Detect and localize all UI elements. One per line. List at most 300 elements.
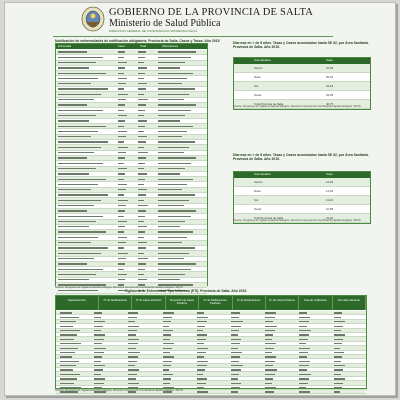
ministry-name: Ministerio de Salud Pública: [109, 18, 221, 29]
illegible-text: [265, 387, 275, 388]
illegible-text: [94, 339, 103, 340]
col-header: N° de Notificaciones: [99, 296, 132, 310]
illegible-text: [231, 348, 238, 349]
table-row: [234, 73, 370, 82]
illegible-text: [265, 352, 272, 353]
illegible-text: [128, 312, 138, 313]
illegible-text: [58, 104, 87, 105]
illegible-text: [163, 334, 172, 335]
row-value: 14,40: [326, 189, 333, 193]
row-label: Total Provincia de Salta: [254, 102, 284, 106]
illegible-text: [334, 321, 345, 322]
illegible-text: [138, 253, 144, 254]
table1-title: Notificación de enfermedades de notificación obligatoria. Provincia de Salta. Casos y Tasas. Año 2015: [55, 39, 220, 43]
illegible-text: [334, 334, 346, 335]
illegible-text: [58, 274, 96, 275]
illegible-text: [158, 237, 187, 238]
illegible-text: [118, 83, 126, 84]
illegible-text: [299, 365, 308, 366]
provincial-seal-icon: [81, 6, 105, 32]
illegible-text: [197, 343, 204, 344]
illegible-text: [299, 312, 306, 313]
illegible-text: [94, 383, 103, 384]
illegible-text: [138, 184, 144, 185]
illegible-text: [299, 387, 306, 388]
illegible-text: [58, 120, 89, 121]
illegible-text: [197, 352, 206, 353]
box1-source: Fuente: Programa de Vigilancia Epidemiológica. Dirección General de Coordinación Epidemiológica. SNVS.: [233, 105, 362, 108]
row-label: Sur: [254, 84, 259, 88]
illegible-text: [58, 83, 91, 84]
illegible-text: [118, 263, 125, 264]
illegible-text: [158, 216, 191, 217]
illegible-text: [138, 173, 147, 174]
illegible-text: [138, 120, 147, 121]
illegible-text: [118, 73, 124, 74]
illegible-text: [231, 378, 238, 379]
col-header: N° de Notificaciones Positivas: [199, 296, 232, 310]
illegible-text: [138, 88, 146, 89]
illegible-text: [138, 279, 147, 280]
illegible-text: [334, 326, 343, 327]
illegible-text: [58, 73, 106, 74]
illegible-text: [138, 163, 145, 164]
illegible-text: [163, 356, 175, 357]
illegible-text: [118, 269, 124, 270]
illegible-text: [128, 334, 135, 335]
illegible-text: [118, 231, 124, 232]
illegible-text: [58, 157, 87, 158]
illegible-text: [231, 369, 241, 370]
illegible-text: [118, 131, 127, 132]
illegible-text: [197, 361, 209, 362]
illegible-text: [58, 126, 106, 127]
illegible-text: [163, 312, 175, 313]
illegible-text: [197, 321, 207, 322]
illegible-text: [231, 339, 241, 340]
illegible-text: [158, 94, 189, 95]
illegible-text: [197, 330, 204, 331]
illegible-text: [163, 330, 173, 331]
illegible-text: [118, 200, 128, 201]
illegible-text: [138, 258, 148, 259]
illegible-text: [118, 126, 124, 127]
table-row: [234, 205, 370, 214]
row-label: Oeste: [254, 93, 262, 97]
illegible-text: [58, 173, 89, 174]
illegible-text: [60, 321, 76, 322]
illegible-text: [128, 369, 138, 370]
illegible-text: [128, 321, 135, 322]
illegible-text: [138, 189, 147, 190]
illegible-text: [163, 361, 173, 362]
illegible-text: [299, 391, 309, 392]
illegible-text: [58, 78, 98, 79]
illegible-text: [138, 200, 144, 201]
row-value: 21,20: [326, 216, 333, 220]
illegible-text: [58, 184, 98, 185]
illegible-text: [158, 263, 196, 264]
illegible-text: [118, 62, 127, 63]
illegible-text: [163, 374, 173, 375]
illegible-text: [158, 269, 191, 270]
col-header: Tasas: [326, 173, 333, 176]
illegible-text: [138, 99, 148, 100]
illegible-text: [334, 387, 342, 388]
illegible-text: [299, 334, 309, 335]
illegible-text: [158, 147, 189, 148]
government-name: GOBIERNO DE LA PROVINCIA DE SALTA: [109, 7, 314, 18]
illegible-text: [158, 258, 184, 259]
illegible-text: [231, 343, 240, 344]
illegible-text: [118, 253, 128, 254]
illegible-text: [94, 356, 102, 357]
illegible-text: [118, 279, 125, 280]
row-value: 44,43: [326, 84, 333, 88]
illegible-text: [158, 88, 195, 89]
illegible-text: [118, 120, 125, 121]
illegible-text: [118, 99, 126, 100]
illegible-text: [334, 339, 344, 340]
row-label: Norte: [254, 75, 261, 79]
row-value: 12,93: [326, 180, 333, 184]
table-row: [234, 196, 370, 205]
illegible-text: [118, 78, 127, 79]
illegible-text: [94, 365, 104, 366]
illegible-text: [128, 348, 136, 349]
illegible-text: [94, 369, 103, 370]
illegible-text: [118, 242, 126, 243]
illegible-text: [58, 269, 103, 270]
illegible-text: [138, 179, 145, 180]
illegible-text: [299, 326, 307, 327]
illegible-text: [158, 57, 191, 58]
illegible-text: [158, 179, 193, 180]
illegible-text: [138, 194, 146, 195]
illegible-text: [231, 317, 239, 318]
illegible-text: [265, 339, 272, 340]
illegible-text: [118, 258, 126, 259]
illegible-text: [58, 147, 101, 148]
illegible-text: [138, 237, 144, 238]
illegible-text: [231, 356, 240, 357]
illegible-text: [334, 361, 341, 362]
illegible-text: [58, 210, 87, 211]
illegible-text: [128, 383, 139, 384]
illegible-text: [265, 361, 274, 362]
bulletin-page: [4, 2, 396, 396]
illegible-text: [94, 378, 105, 379]
illegible-text: [138, 221, 144, 222]
col-header: Observaciones: [162, 45, 178, 48]
illegible-text: [265, 356, 276, 357]
illegible-text: [138, 73, 145, 74]
illegible-text: [118, 136, 126, 137]
illegible-text: [158, 99, 184, 100]
illegible-text: [231, 334, 238, 335]
box2-title: Diarreas en > de 5 años. Tasas y Casos acumulados hasta SE 52, por Área Sanitaria. Provincia de Salta. Año 2015.: [233, 153, 369, 161]
illegible-text: [138, 110, 145, 111]
illegible-text: [265, 378, 273, 379]
illegible-text: [58, 253, 101, 254]
illegible-text: [58, 221, 96, 222]
illegible-text: [60, 312, 72, 313]
illegible-text: [60, 317, 79, 318]
illegible-text: [58, 231, 106, 232]
illegible-text: [158, 78, 187, 79]
illegible-text: [60, 343, 81, 344]
illegible-text: [197, 365, 207, 366]
illegible-text: [299, 369, 307, 370]
illegible-text: [128, 365, 135, 366]
illegible-text: [118, 51, 125, 52]
illegible-text: [158, 247, 195, 248]
row-label: Total Provincia de Salta: [254, 216, 284, 220]
illegible-text: [118, 247, 124, 248]
col-header: Tasas: [326, 59, 333, 62]
col-header: N° de Notificaciones: [233, 296, 266, 310]
illegible-text: [163, 352, 171, 353]
illegible-text: [163, 339, 170, 340]
illegible-text: [158, 136, 182, 137]
illegible-text: [138, 67, 147, 68]
influenza-surveillance-table: [55, 295, 367, 389]
col-header: N° de Casos Positivos: [132, 296, 165, 310]
illegible-text: [60, 356, 72, 357]
illegible-text: [60, 326, 73, 327]
illegible-text: [60, 339, 74, 340]
illegible-text: [58, 88, 108, 89]
illegible-text: [138, 62, 144, 63]
illegible-text: [158, 104, 196, 105]
row-value: 49,05: [326, 93, 333, 97]
col-header: Proporción de Casos Positivos: [166, 296, 199, 310]
illegible-text: [265, 330, 275, 331]
illegible-text: [299, 378, 309, 379]
illegible-text: [265, 369, 277, 370]
illegible-text: [158, 157, 196, 158]
table-row: [234, 187, 370, 196]
illegible-text: [118, 274, 127, 275]
illegible-text: [118, 88, 124, 89]
illegible-text: [138, 247, 146, 248]
illegible-text: [158, 126, 193, 127]
illegible-text: [138, 210, 146, 211]
illegible-text: [94, 348, 106, 349]
illegible-text: [231, 365, 243, 366]
illegible-text: [58, 205, 94, 206]
row-label: Norte: [254, 189, 261, 193]
illegible-text: [58, 110, 103, 111]
illegible-text: [158, 242, 182, 243]
table-row: [234, 178, 370, 187]
illegible-text: [163, 383, 170, 384]
illegible-text: [118, 194, 124, 195]
illegible-text: [138, 168, 144, 169]
illegible-text: [58, 94, 101, 95]
illegible-text: [265, 383, 272, 384]
illegible-text: [58, 258, 94, 259]
illegible-text: [265, 343, 275, 344]
illegible-text: [138, 78, 144, 79]
illegible-text: [231, 312, 240, 313]
illegible-text: [197, 312, 205, 313]
col-header: Casos: [118, 45, 125, 48]
row-label: Centro: [254, 66, 263, 70]
illegible-text: [299, 356, 306, 357]
illegible-text: [138, 147, 144, 148]
illegible-text: [138, 263, 146, 264]
direction-name: DIRECCION GENERAL DE COORDINACION EPIDEMIOLOGICA: [109, 29, 198, 33]
illegible-text: [231, 326, 241, 327]
illegible-text: [58, 242, 91, 243]
illegible-text: [334, 374, 342, 375]
illegible-text: [118, 157, 125, 158]
illegible-text: [138, 83, 147, 84]
illegible-text: [118, 94, 128, 95]
table4-rows: [56, 311, 366, 396]
illegible-text: [163, 326, 170, 327]
illegible-text: [94, 334, 105, 335]
illegible-text: [299, 330, 311, 331]
illegible-text: [334, 369, 343, 370]
illegible-text: [60, 374, 80, 375]
illegible-text: [163, 317, 173, 318]
illegible-text: [163, 378, 172, 379]
illegible-text: [197, 317, 209, 318]
illegible-text: [334, 330, 342, 331]
illegible-text: [58, 226, 89, 227]
illegible-text: [60, 378, 77, 379]
illegible-text: [158, 131, 187, 132]
illegible-text: [58, 179, 106, 180]
illegible-text: [58, 152, 94, 153]
illegible-text: [265, 317, 274, 318]
illegible-text: [299, 317, 310, 318]
row-value: 10,85: [326, 207, 333, 211]
illegible-text: [158, 83, 182, 84]
illegible-text: [197, 339, 206, 340]
illegible-text: [138, 216, 145, 217]
illegible-text: [138, 231, 145, 232]
illegible-text: [158, 152, 184, 153]
illegible-text: [158, 168, 185, 169]
illegible-text: [128, 361, 136, 362]
illegible-text: [138, 141, 146, 142]
row-value: 47,05: [326, 66, 333, 70]
illegible-text: [299, 361, 310, 362]
illegible-text: [138, 157, 146, 158]
illegible-text: [138, 136, 147, 137]
illegible-text: [334, 378, 346, 379]
illegible-text: [334, 348, 341, 349]
illegible-text: [58, 62, 96, 63]
table-row: [234, 91, 370, 100]
illegible-text: [138, 115, 144, 116]
col-header: Tasa de notificación: [299, 296, 332, 310]
illegible-text: [197, 334, 207, 335]
illegible-text: [197, 326, 205, 327]
illegible-text: [231, 374, 239, 375]
col-header: Enfermedad: [58, 45, 72, 48]
illegible-text: [334, 391, 341, 392]
illegible-text: [94, 374, 101, 375]
col-header: Área Sanitaria: [254, 59, 271, 62]
table4-title: Vigilancia de Enfermedad Tipo Influenza (ETI). Provincia de Salta. Año 2015.: [125, 289, 248, 293]
table4-source: Fuente: Programa de Vigilancia Epidemiológica. Dirección General de Coordinación Epidemiológica. SNVS.: [55, 389, 184, 392]
illegible-text: [158, 274, 185, 275]
illegible-text: [118, 205, 126, 206]
illegible-text: [138, 131, 144, 132]
table4-header: [56, 296, 366, 310]
illegible-text: [118, 104, 125, 105]
illegible-text: [197, 374, 204, 375]
diarrhea-under5-table: [233, 57, 371, 110]
illegible-text: [265, 326, 277, 327]
illegible-text: [60, 361, 79, 362]
illegible-text: [60, 369, 73, 370]
illegible-text: [138, 51, 146, 52]
illegible-text: [158, 200, 189, 201]
illegible-text: [158, 173, 180, 174]
illegible-text: [334, 356, 343, 357]
illegible-text: [158, 226, 180, 227]
illegible-text: [118, 179, 124, 180]
illegible-text: [94, 312, 102, 313]
illegible-text: [58, 168, 96, 169]
illegible-text: [265, 334, 273, 335]
illegible-text: [94, 343, 102, 344]
illegible-text: [163, 321, 171, 322]
illegible-text: [118, 216, 124, 217]
illegible-text: [334, 343, 342, 344]
illegible-text: [158, 231, 193, 232]
illegible-text: [58, 141, 108, 142]
letterhead: [81, 6, 314, 36]
illegible-text: [163, 365, 171, 366]
illegible-text: [158, 210, 196, 211]
illegible-text: [231, 391, 238, 392]
illegible-text: [265, 391, 274, 392]
illegible-text: [265, 365, 273, 366]
illegible-text: [128, 343, 137, 344]
illegible-text: [138, 57, 145, 58]
illegible-text: [60, 383, 74, 384]
illegible-text: [158, 115, 185, 116]
illegible-text: [58, 216, 103, 217]
illegible-text: [158, 120, 180, 121]
illegible-text: [138, 226, 147, 227]
illegible-text: [158, 205, 184, 206]
notification-table: [55, 43, 208, 286]
illegible-text: [94, 317, 101, 318]
illegible-text: [94, 326, 103, 327]
table1-source: Fuente: Programa de Vigilancia Epidemiológica. Dirección General de Coordinación Epidemiológica. SNVS.: [55, 286, 184, 289]
illegible-text: [265, 374, 275, 375]
illegible-text: [158, 141, 195, 142]
illegible-text: [118, 115, 127, 116]
illegible-text: [158, 110, 191, 111]
illegible-text: [265, 348, 274, 349]
illegible-text: [118, 168, 127, 169]
illegible-text: [58, 263, 87, 264]
illegible-text: [231, 361, 239, 362]
illegible-text: [94, 352, 104, 353]
row-label: Sur: [254, 198, 259, 202]
row-value: 46,75: [326, 102, 333, 106]
illegible-text: [118, 67, 125, 68]
illegible-text: [58, 237, 98, 238]
